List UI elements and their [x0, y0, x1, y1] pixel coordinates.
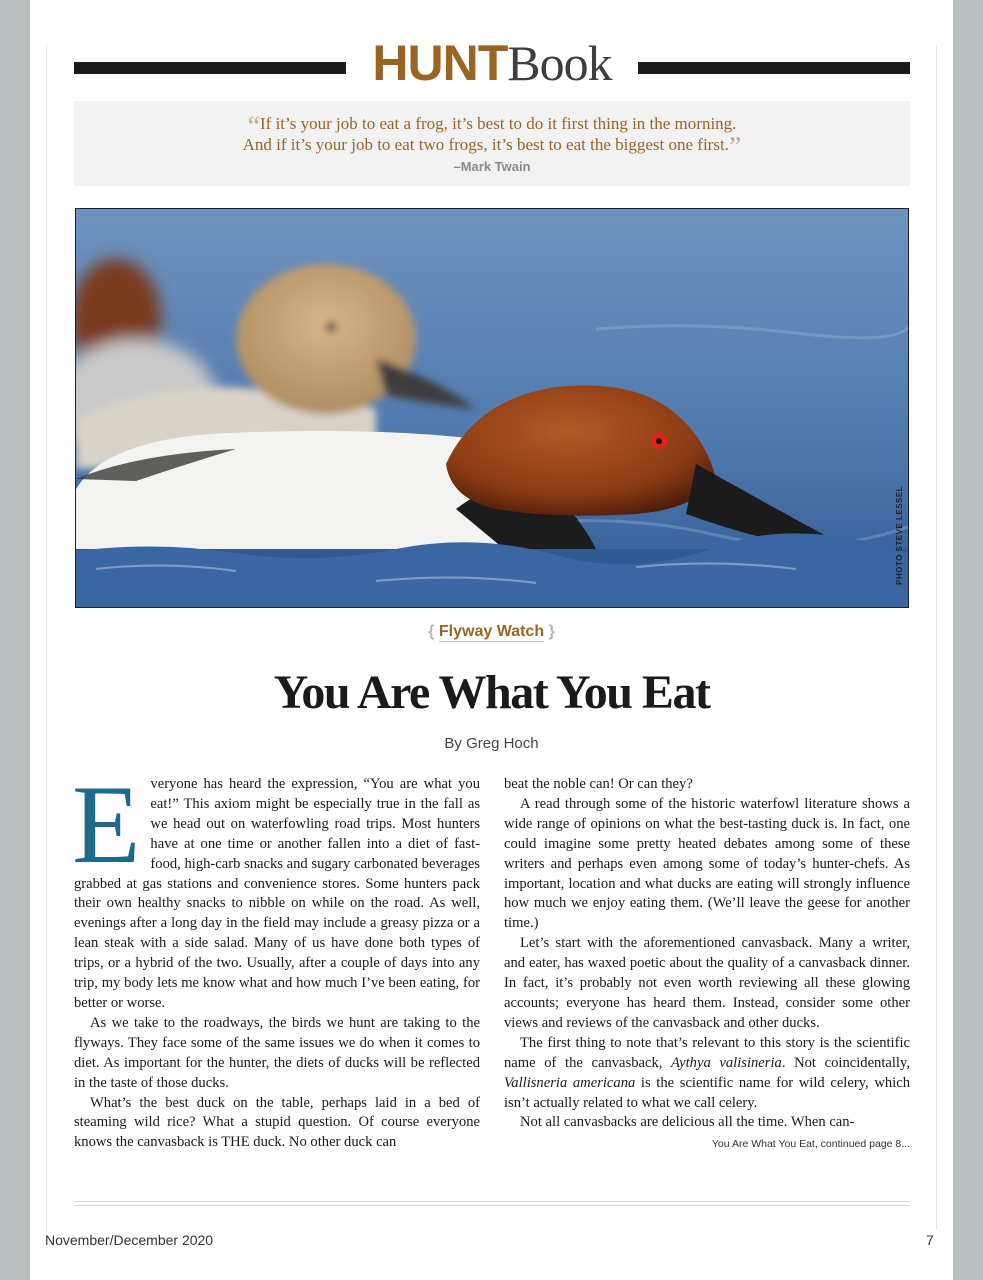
kicker-close-brace: }: [548, 623, 555, 640]
canvasback-photo: [75, 208, 909, 608]
kicker-open-brace: {: [428, 623, 435, 640]
quote-text-2: And if it’s your job to eat two frogs, it’s best to eat the biggest one first.: [242, 135, 729, 154]
photo-credit: PHOTO STEVE LESSEL: [895, 485, 904, 585]
paragraph: As we take to the roadways, the birds we hunt are taking to the flyways. They face some of the same issues we do when it comes to diet. As important for the hunter, the diets of ducks will be reflected in the taste of those ducks.: [74, 1014, 480, 1091]
sci-text-post: is the scientific name for wild celery, which isn’t actually related to what we call celery.: [504, 1074, 910, 1111]
paragraph: [504, 1034, 910, 1114]
quote-line-1: [74, 111, 910, 142]
footer-rule-top: [74, 1201, 910, 1202]
masthead: [74, 35, 910, 91]
sci-text-mid: . Not coincidentally,: [781, 1054, 910, 1071]
article-column-right: [504, 775, 910, 1155]
paragraph: What’s the best duck on the table, perhaps laid in a bed of steaming wild rice? What a stupid question. Of course everyone knows the canvasback is THE duck. No other duck can: [74, 1094, 480, 1151]
article-column-left: [72, 763, 480, 1153]
quote-author: –Mark Twain: [453, 159, 531, 174]
section-kicker: [0, 623, 983, 641]
paragraph: Let’s start with the aforementioned canvasback. Many a writer, and eater, has waxed poetic about the quality of a canvasback dinner. In fact, it’s probably not even worth reviewing all these glowing accounts; everyone has heard them. Instead, consider some other views and reviews of the canvasback and other ducks.: [504, 935, 910, 1031]
quote-line-2: [74, 132, 910, 163]
paragraph-text: veryone has heard the expression, “You are what you eat!” This axiom might be especially true in the fall as we head out on waterfowling road trips. Most hunters have at one time or another fallen into a diet of fast-food, high-carb snacks and sugary carbonated beverages grabbed at gas stations and convenience stores. Some hunters pack their own healthy snacks to nibble on while on the road. As well, evenings after a long day in the field may include a greasy pizza or a lean steak with a side salad. Many of us have done both types of trips, or a hybrid of the two. Usually, after a couple of days into any trip, my body lets me know what and how much I’ve been eating, for better or worse.: [74, 776, 480, 1011]
article-byline: By Greg Hoch: [444, 735, 539, 752]
quote-close-mark: ”: [728, 132, 742, 163]
pull-quote: [74, 101, 910, 186]
masthead-book: Book: [507, 35, 612, 91]
plant-name: Vallisneria americana: [504, 1074, 636, 1091]
page-number: 7: [926, 1232, 934, 1248]
duck-illustration: [76, 209, 908, 607]
footer-rule-bottom: [74, 1205, 910, 1206]
species-name: Aythya valisineria: [671, 1054, 782, 1071]
kicker-label: Flyway Watch: [438, 623, 545, 640]
masthead-hunt: HUNT: [372, 35, 508, 91]
continued-link[interactable]: You Are What You Eat, continued page 8...: [711, 1138, 910, 1151]
article-title: You Are What You Eat: [273, 666, 710, 719]
paragraph: beat the noble can! Or can they?: [504, 776, 693, 792]
drop-cap: E: [72, 763, 141, 887]
paragraph: [72, 763, 480, 1014]
masthead-title: [74, 35, 910, 91]
paragraph: A read through some of the historic waterfowl literature shows a wide range of opinions on what the best-tasting duck is. In fact, one could imagine some pretty heated debates among some of these writers and perhaps even among some of today’s hunter-chefs. As important, location and what ducks are eating will strongly influence how much we enjoy eating them. (We’ll leave the geese for another time.): [504, 795, 910, 932]
quote-open-mark: “: [247, 111, 260, 142]
sci-text-pre: The first thing to note that’s relevant to this story is the scientific name of the canvasback,: [504, 1034, 910, 1071]
issue-date: November/December 2020: [45, 1232, 214, 1248]
paragraph: Not all canvasbacks are delicious all the time. When can-: [520, 1114, 855, 1131]
quote-text-1: If it’s your job to eat a frog, it’s best to do it first thing in the morning.: [260, 114, 737, 133]
